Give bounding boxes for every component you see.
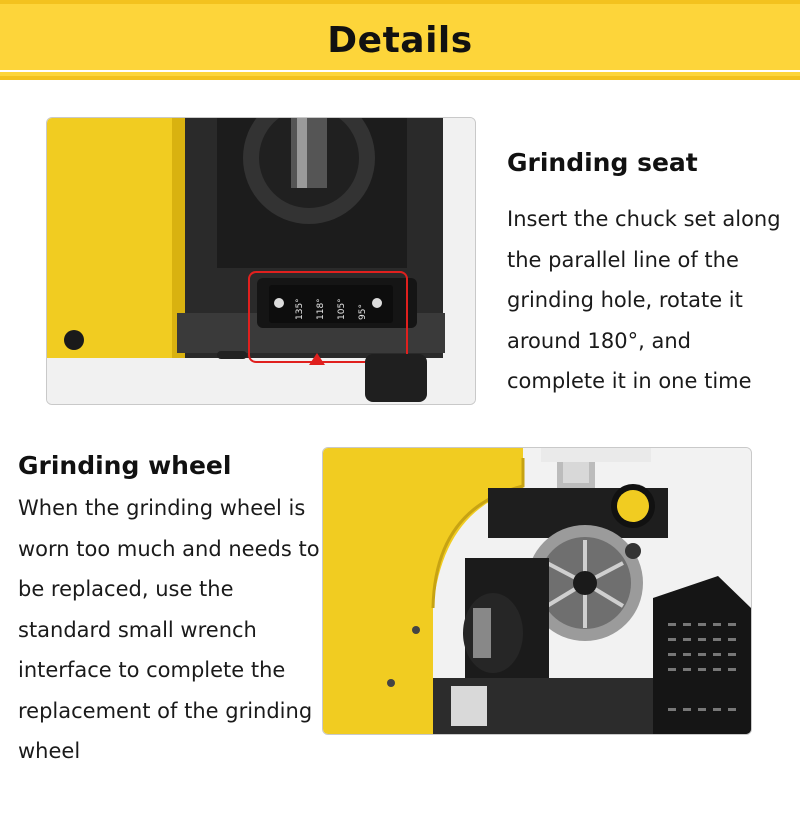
section-title-grinding-wheel: Grinding wheel [18,451,232,480]
scale-label-135: 135° [295,298,305,320]
scale-label-118: 118° [316,298,326,320]
page-header [0,0,800,80]
grinding-wheel-photo [322,447,752,735]
grinding-seat-image [47,118,475,404]
scale-label-105: 105° [337,298,347,320]
grinding-seat-photo [46,117,476,405]
section-title-grinding-seat: Grinding seat [507,148,698,177]
section-body-grinding-wheel: When the grinding wheel is worn too much and needs to be replaced, use the standard small wrench interface to complete the replacement of the grinding wheel [18,496,320,763]
scale-label-95: 95° [358,304,368,320]
header-divider [0,70,800,72]
page-title: Details [327,19,473,61]
grinding-wheel-image [323,448,751,734]
section-body-grinding-seat: Insert the chuck set along the parallel line of the grinding hole, rotate it around 180°, and complete it in one time [507,207,781,393]
